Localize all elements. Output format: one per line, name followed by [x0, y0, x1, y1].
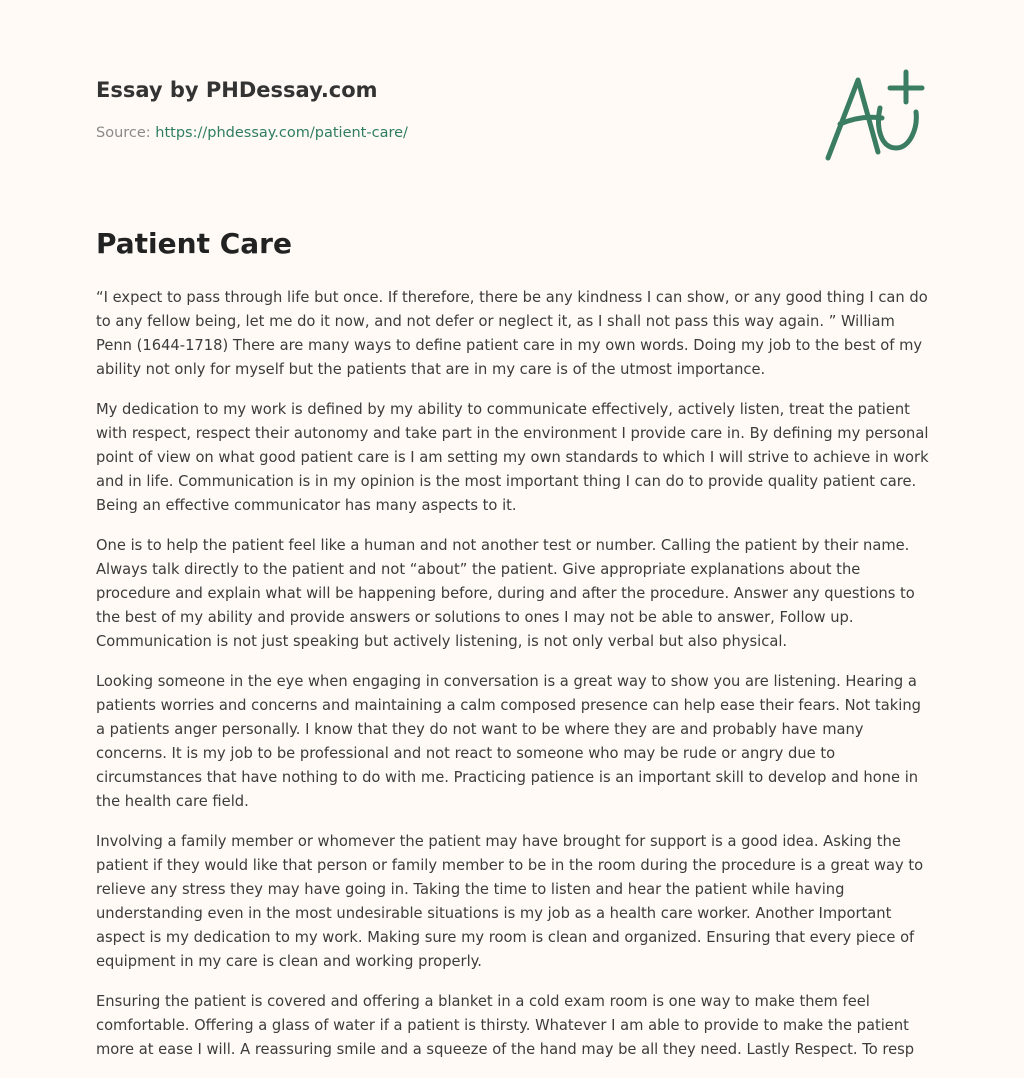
essay-paragraph: Ensuring the patient is covered and offering a blanket in a cold exam room is one way to make them feel comfortable. Offering a glass of water if a patient is thirsty. Whatever I am able to provide to make the patient more at ease I will. A reassuring smile and a squeeze of the hand may be all they need. Lastly Respect. To resp	[96, 993, 915, 1058]
essay-paragraph: “I expect to pass through life but once. If therefore, there be any kindness I can show, or any good thing I can do to any fellow being, let me do it now, and not defer or neglect it, as I shall not pass this way again. ” William Penn (1644-1718) There are many ways to define patient care in my own words. Doing my job to the best of my ability not only for myself but the patients that are in my care is of the utmost importance.	[96, 289, 928, 378]
source-line	[96, 123, 926, 143]
essay-paragraph: My dedication to my work is defined by my ability to communicate effectively, actively listen, treat the patient with respect, respect their autonomy and take part in the environment I provide care in. By defining my personal point of view on what good patient care is I am setting my own standards to which I will strive to achieve in work and in life. Communication is in my opinion is the most important thing I can do to provide quality patient care. Being an effective communicator has many aspects to it.	[96, 401, 929, 514]
source-label: Source:	[96, 125, 151, 141]
a-plus-grade-icon	[820, 66, 930, 166]
essay-body	[96, 286, 932, 1078]
essay-paragraph: One is to help the patient feel like a human and not another test or number. Calling the patient by their name. Always talk directly to the patient and not “about” the patient. Give appropriate explanations about the procedure and explain what will be happening before, during and after the procedure. Answer any questions to the best of my ability and provide answers or solutions to ones I may not be able to answer, Follow up. Communication is not just speaking but actively listening, is not only verbal but also physical.	[96, 537, 915, 650]
brand-title: Essay by PHDessay.com	[96, 78, 378, 102]
essay-header	[96, 76, 926, 166]
source-link[interactable]: https://phdessay.com/patient-care/	[155, 125, 408, 141]
essay-title: Patient Care	[96, 227, 292, 260]
essay-paragraph: Looking someone in the eye when engaging in conversation is a great way to show you are listening. Hearing a patients worries and concerns and maintaining a calm composed presence can help ease their fears. Not taking a patients anger personally. I know that they do not want to be where they are and probably have many concerns. It is my job to be professional and not react to someone who may be rude or angry due to circumstances that have nothing to do with me. Practicing patience is an important skill to develop and hone in the health care field.	[96, 673, 921, 810]
essay-paragraph: Involving a family member or whomever the patient may have brought for support is a good idea. Asking the patient if they would like that person or family member to be in the room during the procedure is a great way to relieve any stress they may have going in. Taking the time to listen and hear the patient while having understanding even in the most undesirable situations is my job as a health care worker. Another Important aspect is my dedication to my work. Making sure my room is clean and organized. Ensuring that every piece of equipment in my care is clean and working properly.	[96, 833, 924, 970]
